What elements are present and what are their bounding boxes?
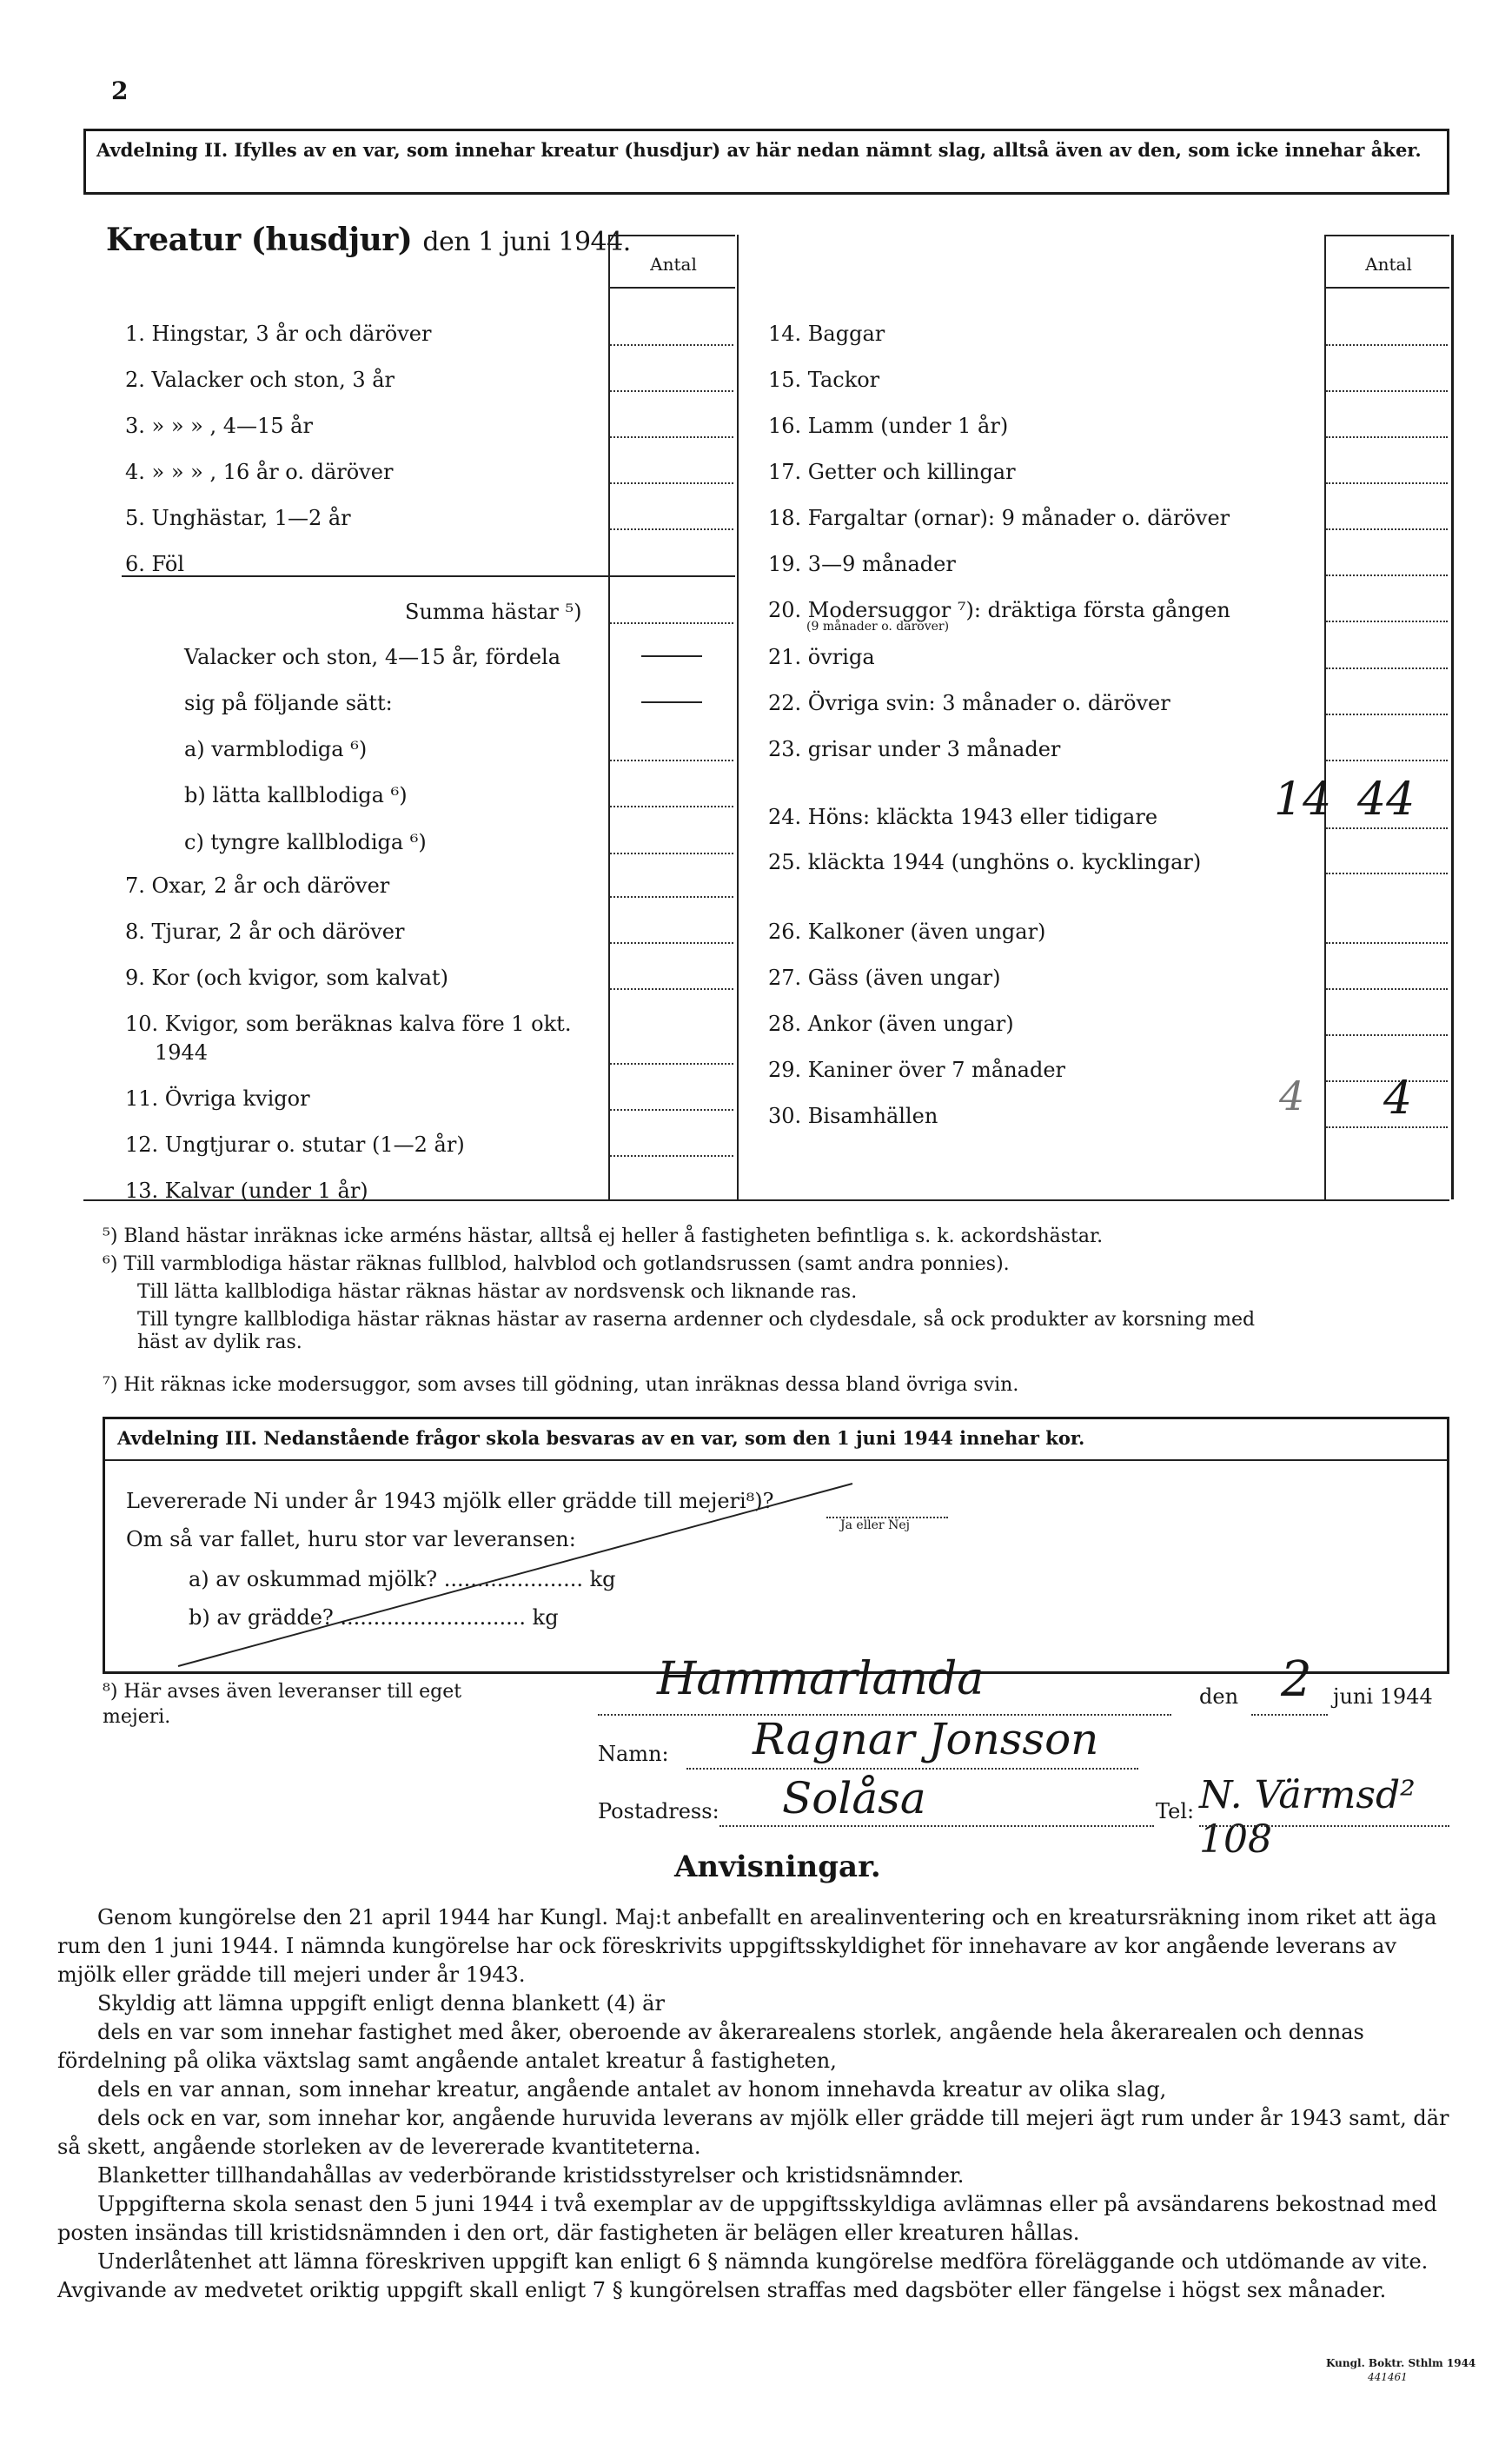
cell-c[interactable] <box>610 853 733 854</box>
row-a: a) varmblodiga ⁶) <box>184 737 368 761</box>
cell-3[interactable] <box>610 436 733 438</box>
row-5: 5. Unghästar, 1—2 år <box>125 506 351 530</box>
cell-8[interactable] <box>610 942 733 944</box>
row-27: 27. Gäss (även ungar) <box>768 966 1001 990</box>
q1-hint: Ja eller Nej <box>840 1518 910 1532</box>
instr-p4: dels en var annan, som innehar kreatur, angående antalet av honom innehavda kreatur av olika slag, <box>97 2077 1167 2102</box>
printer-mark: Kungl. Boktr. Sthlm 1944 <box>1326 2357 1476 2369</box>
cell-14[interactable] <box>1326 344 1448 346</box>
row-1: 1. Hingstar, 3 år och däröver <box>125 322 432 346</box>
row-25: 25. kläckta 1944 (unghöns o. kycklingar) <box>768 850 1202 874</box>
left-column-header-rule <box>608 287 735 289</box>
summa-hastar: Summa hästar ⁵) <box>405 600 582 624</box>
section3-q1: Levererade Ni under år 1943 mjölk eller grädde till mejeri⁸)? <box>126 1489 774 1513</box>
cell-4[interactable] <box>610 482 733 484</box>
row-10: 10. Kvigor, som beräknas kalva före 1 okt. <box>125 1012 572 1036</box>
title-date: den 1 juni 1944. <box>422 227 631 257</box>
cell-20[interactable] <box>1326 621 1448 622</box>
handwritten-44: 44 <box>1357 774 1416 826</box>
row-11: 11. Övriga kvigor <box>125 1086 310 1111</box>
row-15: 15. Tackor <box>768 368 880 392</box>
den-label: den <box>1199 1684 1239 1709</box>
right-column-top-rule <box>1324 235 1449 236</box>
row-26: 26. Kalkoner (även ungar) <box>768 920 1046 944</box>
name-handwritten: Ragnar Jonsson <box>753 1714 1099 1764</box>
footnote-6d: häst av dylik ras. <box>137 1332 302 1353</box>
left-column-header: Antal <box>650 254 697 275</box>
row-b: b) lätta kallblodiga ⁶) <box>184 783 408 807</box>
left-column-top-rule <box>608 235 735 236</box>
cell-5[interactable] <box>610 528 733 530</box>
instr-p7: Uppgifterna skola senast den 5 juni 1944 i två exemplar av de uppgiftsskyldiga avlämnas eller på avsändarens bekostnad med posten insändas till kristidsnämnden i den ort, där fastigheten är belägen eller kreaturen hållas. <box>57 2192 1437 2245</box>
row-22: 22. Övriga svin: 3 månader o. däröver <box>768 691 1170 715</box>
cell-2[interactable] <box>610 390 733 392</box>
footnote-8: ⁸) Här avses även leveranser till eget mejeri. <box>103 1681 462 1728</box>
instr-p1: Genom kungörelse den 21 april 1944 har Kungl. Maj:t anbefallt en arealinventering och en kreatursräkning inom riket att äga rum den 1 juni 1944. I nämnda kungörelse har ock föreskrivits uppgiftsskyldighet för innehavare av kor angående leverans av mjölk eller grädde till mejeri under år 1943. <box>57 1905 1437 1987</box>
cell-27[interactable] <box>1326 988 1448 990</box>
section2-header: Avdelning II. Ifylles av en var, som innehar kreatur (husdjur) av här nedan nämnt slag, alltså även av den, som icke innehar åker. <box>96 139 1422 161</box>
cell-25[interactable] <box>1326 873 1448 874</box>
address-label: Postadress: <box>598 1799 719 1823</box>
month-year: juni 1944 <box>1333 1684 1433 1709</box>
right-column-header-rule <box>1324 287 1449 289</box>
cell-12[interactable] <box>610 1155 733 1157</box>
dash-2 <box>641 701 702 703</box>
handwritten-14: 14 <box>1274 774 1332 826</box>
name-line[interactable] <box>686 1768 1138 1770</box>
row-28: 28. Ankor (även ungar) <box>768 1012 1014 1036</box>
row-18: 18. Fargaltar (ornar): 9 månader o. däröver <box>768 506 1230 530</box>
cell-17[interactable] <box>1326 482 1448 484</box>
address-line[interactable] <box>719 1825 1154 1827</box>
cell-18[interactable] <box>1326 528 1448 530</box>
row-6-rule <box>122 575 735 577</box>
row-21: 21. övriga <box>768 645 875 669</box>
row-20-note: (9 månader o. däröver) <box>806 620 950 634</box>
row-6: 6. Föl <box>125 552 184 576</box>
instr-p6: Blanketter tillhandahållas av vederbörande kristidsstyrelser och kristidsnämnder. <box>97 2163 965 2188</box>
footnote-6b: Till lätta kallblodiga hästar räknas hästar av nordsvensk och liknande ras. <box>137 1281 858 1303</box>
cell-9[interactable] <box>610 988 733 990</box>
dash-1 <box>641 655 702 657</box>
middle-divider <box>737 235 739 1199</box>
row-24: 24. Höns: kläckta 1943 eller tidigare <box>768 805 1158 829</box>
cell-11[interactable] <box>610 1109 733 1111</box>
row-4: 4. » » » , 16 år o. däröver <box>125 460 394 484</box>
cell-30[interactable] <box>1326 1126 1448 1128</box>
section3-q2: Om så var fallet, huru stor var leveransen: <box>126 1527 576 1551</box>
row-17: 17. Getter och killingar <box>768 460 1016 484</box>
row-8: 8. Tjurar, 2 år och däröver <box>125 920 405 944</box>
name-label: Namn: <box>598 1742 669 1766</box>
right-count-column <box>1324 235 1454 1199</box>
cell-23[interactable] <box>1326 760 1448 761</box>
section3-header-rule <box>105 1459 1447 1461</box>
title-main: Kreatur (husdjur) <box>106 222 413 258</box>
sig-pa-foljande: sig på följande sätt: <box>184 691 393 715</box>
left-count-column <box>608 235 739 1199</box>
row-23: 23. grisar under 3 månader <box>768 737 1061 761</box>
tel-label: Tel: <box>1156 1799 1195 1823</box>
section2-title <box>106 222 631 258</box>
row-16: 16. Lamm (under 1 år) <box>768 414 1009 438</box>
footnote-6c: Till tyngre kallblodiga hästar räknas hästar av raserna ardenner och clydesdale, så ock produkter av korsning med <box>137 1309 1256 1331</box>
footnote-5: ⁵) Bland hästar inräknas icke arméns hästar, alltså ej heller å fastigheten befintliga s. k. ackordshästar. <box>103 1225 1104 1247</box>
handwritten-mark-30: 4 <box>1279 1073 1305 1119</box>
cell-7[interactable] <box>610 896 733 898</box>
valacker-fordela: Valacker och ston, 4—15 år, fördela <box>184 645 561 669</box>
row-29: 29. Kaniner över 7 månader <box>768 1058 1066 1082</box>
instr-p5: dels ock en var, som innehar kor, angående huruvida leverans av mjölk eller grädde till mejeri ägt rum under år 1943 samt, där så skett, angående storleken av de levererade kvantiteterna. <box>57 2106 1449 2159</box>
cell-28[interactable] <box>1326 1034 1448 1036</box>
printer-number: 441461 <box>1368 2371 1408 2383</box>
page-number: 2 <box>111 76 129 105</box>
instr-p3: dels en var som innehar fastighet med åker, oberoende av åkerarealens storlek, angående hela åkerarealen och dennas fördelning på olika växtslag samt angående antalet kreatur å fastigheten, <box>57 2020 1364 2073</box>
cell-22[interactable] <box>1326 714 1448 715</box>
row-3: 3. » » » , 4—15 år <box>125 414 313 438</box>
address-handwritten: Solåsa <box>782 1773 926 1823</box>
row-9: 9. Kor (och kvigor, som kalvat) <box>125 966 448 990</box>
cancel-stroke <box>157 1480 870 1671</box>
row-30: 30. Bisamhällen <box>768 1104 938 1128</box>
row-c: c) tyngre kallblodiga ⁶) <box>184 830 427 854</box>
section3-q2b: b) av grädde? ............................ kg <box>189 1605 559 1630</box>
row-10-year: 1944 <box>155 1040 209 1065</box>
cell-1[interactable] <box>610 344 733 346</box>
tel-line[interactable] <box>1199 1825 1449 1827</box>
row-12: 12. Ungtjurar o. stutar (1—2 år) <box>125 1132 465 1157</box>
row-14: 14. Baggar <box>768 322 885 346</box>
cell-10[interactable] <box>610 1063 733 1065</box>
handwritten-4: 4 <box>1383 1073 1413 1125</box>
row-20: 20. Modersuggor ⁷): dräktiga första gången <box>768 598 1230 622</box>
section3-header: Avdelning III. Nedanstående frågor skola besvaras av en var, som den 1 juni 1944 innehar kor. <box>117 1427 1085 1449</box>
tel-handwritten: N. Värmsd² 108 <box>1199 1773 1416 1862</box>
cell-b[interactable] <box>610 806 733 807</box>
cell-24[interactable] <box>1326 827 1448 829</box>
footnote-7: ⁷) Hit räknas icke modersuggor, som avses till gödning, utan inräknas dessa bland övriga svin. <box>103 1374 1019 1396</box>
cell-16[interactable] <box>1326 436 1448 438</box>
row-13: 13. Kalvar (under 1 år) <box>125 1179 368 1203</box>
row-7: 7. Oxar, 2 år och däröver <box>125 873 390 898</box>
cell-19[interactable] <box>1326 574 1448 576</box>
cell-a[interactable] <box>610 760 733 761</box>
instr-p2: Skyldig att lämna uppgift enligt denna blankett (4) är <box>97 1991 665 2016</box>
right-column-header: Antal <box>1365 254 1412 275</box>
cell-26[interactable] <box>1326 942 1448 944</box>
section3-q2a: a) av oskummad mjölk? ..................... kg <box>189 1567 616 1591</box>
instructions-body <box>57 1903 1451 2305</box>
cell-summa[interactable] <box>610 622 733 624</box>
cell-21[interactable] <box>1326 667 1448 669</box>
day-line[interactable] <box>1251 1714 1328 1716</box>
section3-box <box>103 1417 1449 1674</box>
instructions-title: Anvisningar. <box>674 1850 881 1884</box>
cell-15[interactable] <box>1326 390 1448 392</box>
section2-header-box <box>83 129 1449 195</box>
row-19: 19. 3—9 månader <box>768 552 956 576</box>
place-handwritten: Hammarlanda <box>657 1653 985 1705</box>
day-handwritten: 2 <box>1281 1651 1312 1708</box>
row-2: 2. Valacker och ston, 3 år <box>125 368 395 392</box>
instr-p8: Underlåtenhet att lämna föreskriven uppgift kan enligt 6 § nämnda kungörelse medföra föreläggande och utdömande av vite. Avgivande av medvetet oriktig uppgift skall enligt 7 § kungörelsen straffas med dagsböter eller fängelse i högst sex månader. <box>57 2249 1429 2302</box>
footnote-6: ⁶) Till varmblodiga hästar räknas fullblod, halvblod och gotlandsrussen (samt andra ponnies). <box>103 1253 1010 1275</box>
